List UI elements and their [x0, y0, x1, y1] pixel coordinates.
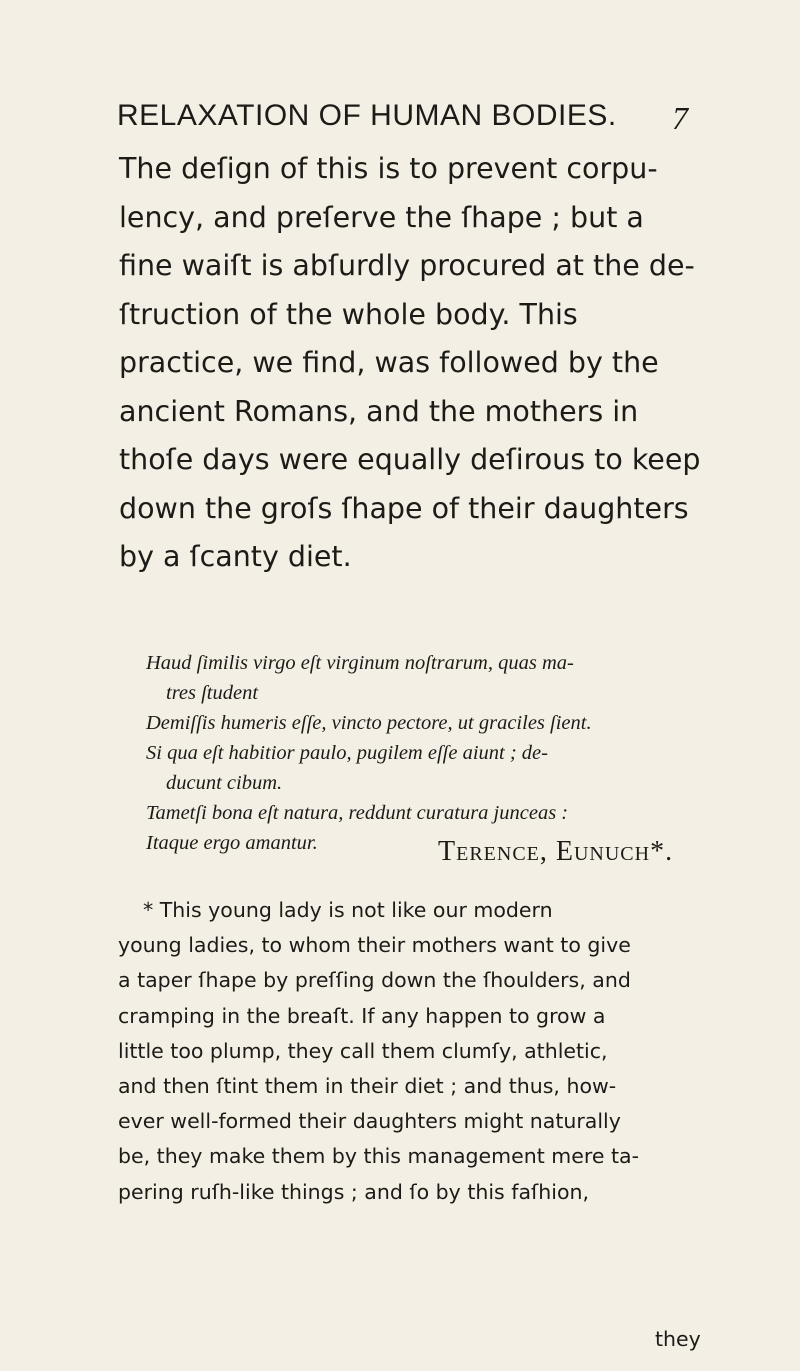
footnote-line: young ladies, to whom their mothers want to give	[118, 933, 631, 958]
verse-line: Si qua eſt habitior paulo, pugilem eſſe aiunt ; de-	[146, 742, 548, 764]
verse-line: Tametſi bona eſt natura, reddunt curatura junceas :	[146, 802, 569, 824]
footnote-line: ever well-formed their daughters might naturally	[118, 1109, 621, 1134]
footnote	[118, 893, 718, 1210]
footnote-line: little too plump, they call them clumſy, athletic,	[118, 1038, 608, 1063]
footnote-line: be, they make them by this management mere ta-	[118, 1144, 639, 1169]
catchword: they	[655, 1327, 701, 1351]
footnote-line: and then ſtint them in their diet ; and thus, how-	[118, 1073, 617, 1098]
verse-line: Itaque ergo amantur.	[146, 832, 318, 854]
body-line: thoſe days were equally deſirous to keep	[119, 443, 701, 476]
footnote-line: pering ruſh-like things ; and ſo by this faſhion,	[118, 1179, 589, 1204]
verse-line: Haud ſimilis virgo eſt virginum noſtrarum, quas ma-	[146, 652, 574, 674]
latin-quotation	[146, 648, 706, 858]
footnote-line: * This young lady is not like our modern	[143, 898, 553, 922]
running-title: RELAXATION OF HUMAN BODIES.	[117, 99, 617, 132]
quotation-attribution: Terence, Eunuch*.	[438, 836, 674, 867]
verse-line: ducunt cibum.	[166, 772, 283, 794]
body-line: lency, and preſerve the ſhape ; but a	[119, 200, 644, 234]
body-line: practice, we find, was followed by the	[119, 346, 659, 379]
body-line: by a ſcanty diet.	[119, 540, 352, 573]
footnote-line: cramping in the breaſt. If any happen to grow a	[118, 1003, 606, 1028]
running-header	[117, 96, 689, 136]
page-number: 7	[672, 100, 689, 136]
footnote-line: a taper ſhape by preſſing down the ſhoulders, and	[118, 968, 631, 993]
verse-line: tres ſtudent	[166, 682, 259, 704]
verse-line: Demiſſis humeris eſſe, vincto pectore, ut graciles ſient.	[146, 712, 592, 734]
main-paragraph	[119, 145, 699, 582]
body-line: fine waiſt is abſurdly procured at the de-	[119, 249, 695, 282]
body-line: down the groſs ſhape of their daughters	[119, 491, 689, 525]
body-line: ancient Romans, and the mothers in	[119, 394, 639, 428]
body-line: The deſign of this is to prevent corpu-	[119, 152, 658, 185]
body-line: ſtruction of the whole body. This	[119, 297, 578, 331]
